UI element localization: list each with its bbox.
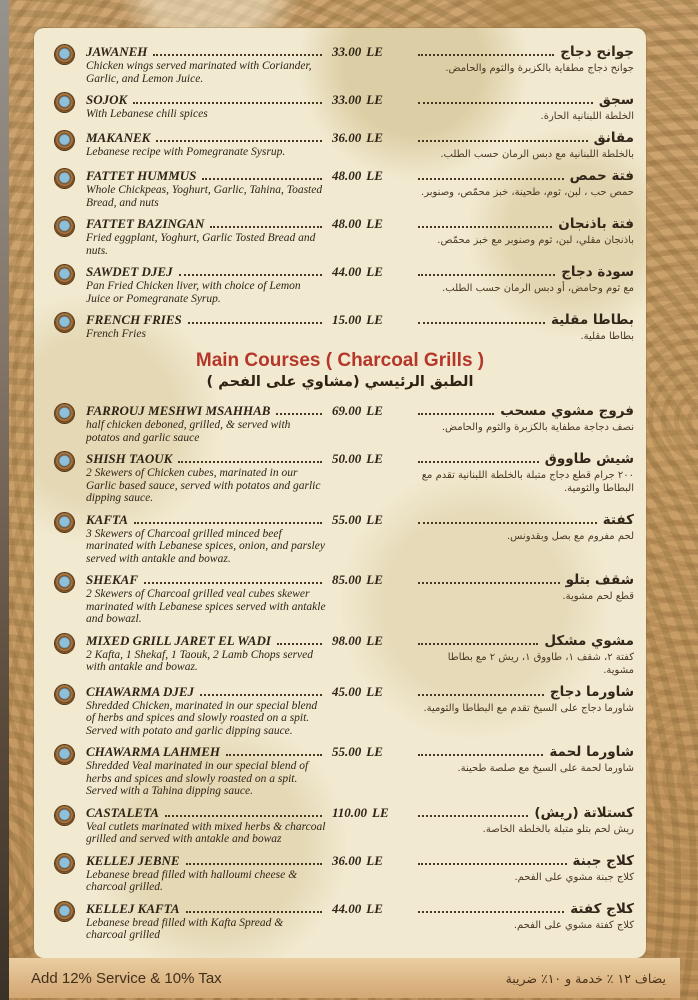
restaurant-seal-icon bbox=[55, 265, 74, 284]
menu-item-row bbox=[46, 512, 634, 566]
item-description-arabic: كفتة ٢، شقف ١، طاووق ١، ريش ٢ مع بطاطا مشوية. bbox=[447, 651, 634, 676]
item-description-arabic: مع ثوم وحامض، أو دبس الرمان حسب الطلب. bbox=[442, 283, 634, 294]
item-description-english: Whole Chickpeas, Yoghurt, Garlic, Tahina, Toasted Bread, and nuts bbox=[86, 184, 323, 209]
item-description-english: Shredded Chicken, marinated in our special blend of herbs and spices and slowly roasted on a spit. Served with potato and garlic dipping sauce. bbox=[86, 699, 318, 737]
price-currency: LE bbox=[366, 44, 383, 59]
item-english-block bbox=[86, 264, 326, 305]
item-name-arabic: جوانح دجاج bbox=[560, 44, 634, 60]
menu-item-row bbox=[46, 805, 634, 846]
section-title-english: Main Courses ( Charcoal Grills ) bbox=[195, 350, 485, 371]
dotted-leader bbox=[186, 863, 322, 865]
menu-list bbox=[34, 28, 646, 942]
item-arabic-block bbox=[414, 572, 634, 626]
item-description-arabic: ريش لحم بتلو متبلة بالخلطة الخاصة. bbox=[482, 823, 634, 835]
item-english-block bbox=[86, 92, 326, 123]
item-description-english: Lebanese bread filled with halloumi cheese & charcoal grilled. bbox=[86, 868, 298, 893]
dotted-leader bbox=[156, 140, 322, 142]
item-description-english: half chicken deboned, grilled, & served with potatos and garlic sauce bbox=[86, 419, 291, 444]
item-price bbox=[332, 633, 408, 677]
price-currency: LE bbox=[366, 168, 383, 183]
item-name-arabic: سودة دجاج bbox=[561, 264, 634, 280]
dotted-leader bbox=[210, 226, 322, 228]
item-english-block bbox=[86, 512, 326, 566]
menu-item-row bbox=[46, 684, 634, 738]
item-english-block bbox=[86, 684, 326, 738]
item-name-english: MAKANEK bbox=[86, 130, 151, 145]
dotted-leader bbox=[418, 274, 555, 276]
item-arabic-block bbox=[414, 853, 634, 894]
menu-item-row bbox=[46, 403, 634, 444]
restaurant-seal-icon bbox=[55, 806, 74, 825]
dotted-leader bbox=[418, 226, 552, 228]
dotted-leader bbox=[418, 694, 544, 696]
menu-item-row bbox=[46, 853, 634, 894]
price-value: 110.00 bbox=[332, 804, 368, 820]
item-description-english: Chicken wings served marinated with Coriander, Garlic, and Lemon Juice. bbox=[86, 60, 312, 85]
item-name-english: CHAWARMA DJEJ bbox=[86, 683, 195, 699]
dotted-leader bbox=[188, 322, 322, 324]
item-price bbox=[332, 853, 408, 894]
dotted-leader bbox=[186, 911, 322, 913]
restaurant-seal-icon bbox=[55, 131, 74, 150]
item-description-english: Veal cutlets marinated with mixed herbs & charcoal grilled and served with antakle and bowaz bbox=[86, 820, 326, 845]
item-arabic-block bbox=[414, 512, 634, 566]
item-name-arabic: كستلاتة (ريش) bbox=[534, 804, 634, 821]
price-currency: LE bbox=[366, 130, 383, 145]
item-description-arabic: باذنجان مقلي، لبن، ثوم وصنوبر مع خبز محمّص. bbox=[437, 235, 634, 246]
section-title-arabic: الطبق الرئيسي (مشاوي على الفحم ) bbox=[206, 374, 474, 390]
item-price bbox=[332, 512, 408, 566]
item-name-arabic: فتة باذنجان bbox=[558, 216, 634, 232]
service-tax-note-en: Add 12% Service & 10% Tax bbox=[31, 969, 222, 987]
price-value: 36.00 bbox=[332, 852, 362, 868]
price-value: 50.00 bbox=[332, 451, 362, 466]
price-value: 15.00 bbox=[332, 312, 362, 327]
item-description-english: 2 Skewers of Chicken cubes, marinated in our Garlic based sauce, served with potatos and garlic dipping sauce. bbox=[86, 467, 321, 504]
price-currency: LE bbox=[366, 900, 383, 916]
item-description-english: With Lebanese chili spices bbox=[86, 108, 208, 120]
item-english-block bbox=[86, 572, 326, 626]
item-description-arabic: كلاج جبنة مشوي على الفحم. bbox=[514, 871, 634, 883]
item-english-block bbox=[86, 312, 326, 343]
item-arabic-block bbox=[414, 684, 634, 738]
item-arabic-block bbox=[414, 130, 634, 161]
menu-item-row bbox=[46, 744, 634, 798]
restaurant-seal-icon bbox=[55, 93, 74, 112]
item-description-arabic: حمص حب ، لبن، ثوم، طحينة، خبز محمّص، وصنوبر. bbox=[421, 187, 634, 198]
price-value: 55.00 bbox=[332, 744, 362, 759]
price-currency: LE bbox=[366, 92, 383, 107]
dotted-leader bbox=[418, 54, 554, 56]
dotted-leader bbox=[418, 140, 588, 142]
dotted-leader bbox=[165, 815, 322, 817]
price-value: 69.00 bbox=[332, 403, 362, 418]
scan-edge bbox=[0, 0, 9, 1000]
item-name-arabic: كلاج كفتة bbox=[570, 900, 634, 917]
menu-item-row bbox=[46, 451, 634, 505]
item-description-arabic: نصف دجاجة مطفاية بالكزبرة والثوم والحامض. bbox=[441, 422, 634, 433]
dotted-leader bbox=[153, 54, 322, 56]
price-value: 44.00 bbox=[332, 264, 362, 279]
item-arabic-block bbox=[414, 168, 634, 209]
item-arabic-block bbox=[414, 805, 634, 846]
item-name-english: SOJOK bbox=[86, 92, 128, 107]
restaurant-seal-icon bbox=[55, 573, 74, 592]
item-name-arabic: فتة حمص bbox=[569, 168, 634, 184]
item-description-arabic: جوانح دجاج مطفاية بالكزبرة والثوم والحامض. bbox=[445, 63, 634, 74]
restaurant-seal-icon bbox=[55, 452, 74, 471]
price-currency: LE bbox=[366, 451, 383, 466]
restaurant-seal-icon bbox=[55, 169, 74, 188]
item-description-arabic: قطع لحم مشوية. bbox=[562, 591, 634, 602]
restaurant-seal-icon bbox=[55, 902, 74, 921]
dotted-leader bbox=[418, 461, 539, 463]
dotted-leader bbox=[418, 322, 545, 324]
dotted-leader bbox=[133, 102, 322, 104]
item-name-english: CHAWARMA LAHMEH bbox=[86, 744, 221, 759]
dotted-leader bbox=[418, 643, 538, 645]
item-price bbox=[332, 130, 408, 161]
menu-panel bbox=[34, 28, 646, 958]
service-tax-note-ar: يضاف ١٢ ٪ خدمة و ١٠٪ ضريبة bbox=[505, 970, 666, 986]
restaurant-seal-icon bbox=[55, 745, 74, 764]
menu-item-row bbox=[46, 168, 634, 209]
item-description-arabic: لحم مفروم مع بصل وبقدونس. bbox=[507, 530, 634, 542]
item-price bbox=[332, 901, 408, 942]
restaurant-seal-icon bbox=[55, 634, 74, 653]
price-value: 44.00 bbox=[332, 900, 362, 916]
menu-item-row bbox=[46, 130, 634, 161]
item-arabic-block bbox=[414, 901, 634, 942]
menu-item-row bbox=[46, 92, 634, 123]
item-name-english: SHEKAF bbox=[86, 572, 139, 587]
dotted-leader bbox=[178, 461, 322, 463]
item-price bbox=[332, 312, 408, 343]
item-price bbox=[332, 44, 408, 85]
item-name-arabic: شيش طاووق bbox=[544, 451, 634, 467]
item-price bbox=[332, 572, 408, 626]
restaurant-seal-icon bbox=[55, 513, 74, 532]
item-price bbox=[332, 168, 408, 209]
item-description-english: 3 Skewers of Charcoal grilled minced beef marinated with Lebanese spices, onion, and parsley served with antakle and bowaz. bbox=[86, 527, 325, 565]
item-name-english: KELLEJ KAFTA bbox=[86, 900, 180, 916]
item-name-arabic: شاورما لحمة bbox=[549, 744, 634, 760]
dotted-leader bbox=[179, 274, 322, 276]
item-english-block bbox=[86, 168, 326, 209]
item-description-english: Fried eggplant, Yoghurt, Garlic Tosted Bread and nuts. bbox=[86, 232, 316, 257]
price-currency: LE bbox=[366, 632, 383, 648]
item-name-english: SAWDET DJEJ bbox=[86, 264, 173, 279]
restaurant-seal-icon bbox=[55, 217, 74, 236]
item-english-block bbox=[86, 216, 326, 257]
menu-item-row bbox=[46, 312, 634, 343]
item-name-english: FARROUJ MESHWI MSAHHAB bbox=[86, 403, 271, 418]
price-value: 48.00 bbox=[332, 216, 362, 231]
item-name-arabic: بطاطا مقلية bbox=[550, 312, 634, 328]
item-english-block bbox=[86, 633, 326, 677]
item-description-arabic: بالخلطة اللبنانية مع دبس الرمان حسب الطلب. bbox=[440, 149, 634, 160]
item-description-english: French Fries bbox=[86, 328, 146, 340]
item-arabic-block bbox=[414, 744, 634, 798]
item-name-english: CASTALETA bbox=[86, 804, 159, 820]
item-english-block bbox=[86, 44, 326, 85]
dotted-leader bbox=[144, 582, 322, 584]
item-name-arabic: شاورما دجاج bbox=[549, 683, 634, 700]
item-description-english: Lebanese recipe with Pomegranate Sysrup. bbox=[86, 146, 286, 158]
item-arabic-block bbox=[414, 44, 634, 85]
price-currency: LE bbox=[366, 312, 383, 327]
price-currency: LE bbox=[366, 264, 383, 279]
dotted-leader bbox=[418, 413, 494, 415]
item-english-block bbox=[86, 901, 326, 942]
item-description-english: Lebanese bread filled with Kafta Spread & charcoal grilled bbox=[86, 916, 284, 941]
dotted-leader bbox=[200, 694, 322, 696]
item-description-english: Pan Fried Chicken liver, with choice of Lemon Juice or Pomegranate Syrup. bbox=[86, 280, 301, 305]
item-name-arabic: مقانق bbox=[593, 130, 634, 146]
dotted-leader bbox=[277, 643, 322, 645]
dotted-leader bbox=[418, 754, 543, 756]
menu-item-row bbox=[46, 633, 634, 677]
item-description-arabic: ٢٠٠ جرام قطع دجاج متبلة بالخلطة اللبنانية تقدم مع البطاطا والثومية. bbox=[421, 470, 634, 494]
dotted-leader bbox=[418, 178, 564, 180]
item-name-arabic: كلاج جبنة bbox=[572, 852, 634, 869]
item-name-english: FRENCH FRIES bbox=[86, 312, 182, 327]
item-description-english: 2 Kafta, 1 Shekaf, 1 Taouk, 2 Lamb Chops served with antakle and bowaz. bbox=[86, 648, 314, 673]
price-currency: LE bbox=[366, 511, 383, 527]
dotted-leader bbox=[134, 522, 322, 524]
item-description-english: 2 Skewers of Charcoal grilled veal cubes skewer marinated with Lebanese spices served with antakle and bowazl. bbox=[86, 588, 326, 625]
item-name-english: SHISH TAOUK bbox=[86, 451, 173, 466]
item-english-block bbox=[86, 853, 326, 894]
price-value: 33.00 bbox=[332, 92, 362, 107]
restaurant-seal-icon bbox=[55, 854, 74, 873]
price-value: 45.00 bbox=[332, 683, 362, 699]
item-name-arabic: كفتة bbox=[602, 511, 634, 528]
item-name-arabic: مشوي مشكل bbox=[544, 632, 634, 649]
item-arabic-block bbox=[414, 92, 634, 123]
section-heading bbox=[46, 350, 634, 393]
item-description-arabic: بطاطا مقلية. bbox=[580, 331, 634, 342]
item-arabic-block bbox=[414, 451, 634, 505]
item-price bbox=[332, 805, 408, 846]
restaurant-seal-icon bbox=[55, 45, 74, 64]
item-description-arabic: الخلطة اللبنانية الحارة. bbox=[540, 111, 634, 122]
item-price bbox=[332, 403, 408, 444]
price-value: 33.00 bbox=[332, 44, 362, 59]
item-name-arabic: شقف بتلو bbox=[565, 572, 634, 588]
dotted-leader bbox=[418, 582, 560, 584]
price-value: 55.00 bbox=[332, 511, 362, 527]
dotted-leader bbox=[418, 863, 567, 865]
price-currency: LE bbox=[366, 572, 383, 587]
dotted-leader bbox=[418, 522, 597, 524]
item-name-english: MIXED GRILL JARET EL WADI bbox=[86, 632, 271, 648]
restaurant-seal-icon bbox=[55, 313, 74, 332]
item-name-english: FATTET BAZINGAN bbox=[86, 216, 205, 231]
dotted-leader bbox=[418, 815, 528, 817]
item-description-arabic: كلاج كفتة مشوي على الفحم. bbox=[513, 919, 634, 931]
dotted-leader bbox=[202, 178, 322, 180]
footer-band bbox=[9, 958, 680, 998]
item-arabic-block bbox=[414, 216, 634, 257]
restaurant-seal-icon bbox=[55, 685, 74, 704]
item-price bbox=[332, 92, 408, 123]
item-english-block bbox=[86, 403, 326, 444]
item-english-block bbox=[86, 744, 326, 798]
item-arabic-block bbox=[414, 633, 634, 677]
item-arabic-block bbox=[414, 403, 634, 444]
price-currency: LE bbox=[372, 804, 389, 820]
price-currency: LE bbox=[366, 216, 383, 231]
item-price bbox=[332, 684, 408, 738]
price-value: 36.00 bbox=[332, 130, 362, 145]
price-currency: LE bbox=[366, 683, 383, 699]
item-english-block bbox=[86, 451, 326, 505]
menu-item-row bbox=[46, 216, 634, 257]
menu-item-row bbox=[46, 901, 634, 942]
item-name-arabic: سجق bbox=[598, 92, 634, 108]
price-value: 85.00 bbox=[332, 572, 362, 587]
price-currency: LE bbox=[366, 744, 383, 759]
dotted-leader bbox=[276, 413, 322, 415]
price-currency: LE bbox=[366, 403, 383, 418]
item-name-english: JAWANEH bbox=[86, 44, 148, 59]
menu-item-row bbox=[46, 44, 634, 85]
item-description-english: Shredded Veal marinated in our special blend of herbs and spices and slowly roasted on a spit. Served with a Tahina dipping sauce. bbox=[86, 760, 309, 797]
menu-item-row bbox=[46, 264, 634, 305]
item-price bbox=[332, 744, 408, 798]
item-english-block bbox=[86, 805, 326, 846]
item-english-block bbox=[86, 130, 326, 161]
item-description-arabic: شاورما دجاج على السيخ تقدم مع البطاطا والثومية. bbox=[423, 702, 634, 714]
item-name-english: KAFTA bbox=[86, 511, 128, 527]
item-price bbox=[332, 216, 408, 257]
item-arabic-block bbox=[414, 264, 634, 305]
item-price bbox=[332, 264, 408, 305]
restaurant-seal-icon bbox=[55, 404, 74, 423]
item-arabic-block bbox=[414, 312, 634, 343]
item-description-arabic: شاورما لحمة على السيخ مع صلصة طحينة. bbox=[457, 763, 634, 774]
dotted-leader bbox=[418, 102, 593, 104]
item-name-arabic: فروج مشوي مسحب bbox=[500, 403, 634, 419]
price-currency: LE bbox=[366, 852, 383, 868]
item-name-english: KELLEJ JEBNE bbox=[86, 852, 180, 868]
item-price bbox=[332, 451, 408, 505]
dotted-leader bbox=[226, 754, 322, 756]
menu-item-row bbox=[46, 572, 634, 626]
price-value: 48.00 bbox=[332, 168, 362, 183]
dotted-leader bbox=[418, 911, 564, 913]
price-value: 98.00 bbox=[332, 632, 362, 648]
item-name-english: FATTET HUMMUS bbox=[86, 168, 197, 183]
